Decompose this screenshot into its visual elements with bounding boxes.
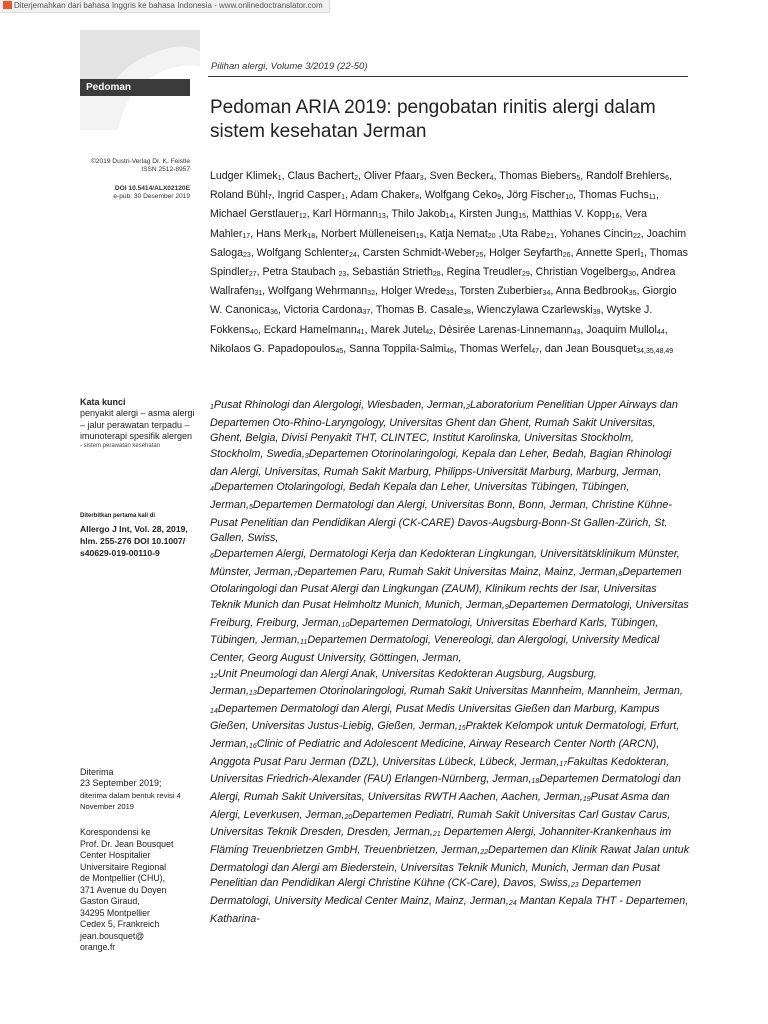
issn-line: ISSN 2512-8957 [141,166,190,174]
translator-logo-icon [3,1,12,9]
correspondence-line: 34295 Montpellier [80,907,150,918]
keywords-extra: - sistem perawatan kesehatan [80,443,161,450]
affiliation-paragraph: $_{14}$Departemen Dermatologi dan Alergi, Pusat Medis Universitas Gießen dan Marburg, Kampus Gießen, Universitas Justus-Liebig, Gießen, $Jerman,_{15}Praktek$ Kelompok untuk Dermatologi, Erfurt, $Jerman,_{16}Clinic$ of Pediatric and Adolescent Medicine, Airway Research Center North (ARCN), Anggota Pusat Paru Jerman (DZL), Universitas Lübeck, Lübeck, $Jerman,_{17}Fakultas$ Kedokteran, Universitas Friedrich-Alexander (FAU) Erlangen-Nürnberg, $Jerman,_{18}Departemen$ Dermatologi dan Alergi, Rumah Sakit Universitas, Universitas RWTH Aachen, Aachen, $Jerman,_{19}Pusat$ Asma dan Alergi, Leverkusen, $Jerman,_{20}Departemen$ Pediatri, Rumah Sakit Universitas Carl Gustav Carus, Universitas Teknik Dresden, Dresden, $Jerman,_{21}$ Departemen Alergi, Johanniter-Krankenhaus im Fläming Treuenbrietzen GmbH, Treuenbrietzen, $Jerman,_{22}Departemen$ dan Klinik Rawat Jalan untuk Dermatologi dan Alergi am Biederstein, Universitas Teknik Munich, Munich, Jerman dan Pusat Penelitian dan Pendidikan Alergi Christine Kühne (CK-Care), Davos, $Swiss,_{23}$ Departemen Dermatologi, University Medical Center Mainz, Mainz, $Jerman,_{24}$ Mantan Kepala THT - Departemen, Katharina- [210,702,690,925]
affiliation-paragraph: $_4$Departemen Otolaringologi, Bedah Kepala dan Leher, Universitas Tübingen, Tübingen, $Jerman,_5Departemen$ Dermatologi dan Alergi, Universitas Bonn, Bonn, Jerman, Christine Kühne-Pusat Penelitian dan Pendidikan Alergi (CK-CARE) Davos-Augsburg-Bonn-St Gallen-Zürich, St. Gallen, Swiss, [210,481,673,545]
affiliations [210,398,690,927]
affiliation-paragraph: $_1$Pusat Rhinologi dan Alergologi, Wiesbaden, $Jerman,_2Laboratorium$ Penelitian Upper Airways dan Departemen Oto-Rhino-Laryngology, Universitas Ghent dan Ghent, Rumah Sakit Universitas, Ghent, Belgia, Divisi Penyakit THT, CLINTEC, Institut Karolinska, Universitas Stockholm, Stockholm, $Swedia,_3Departemen$ Otorinolaringologi, Kepala dan Leher, Bedah, Bagian Rhinologi dan Alergi, Universitas, Rumah Sakit Marburg, Philipps-Universität Marburg, Marburg, Jerman, [210,399,678,478]
keywords-block [80,397,195,450]
header-rule [208,76,688,77]
correspondence-email[interactable]: orange.fr [80,942,116,952]
first-published-reference: Allergo J Int, Vol. 28, 2019, hlm. 255-276 DOI 10.1007/ s40629-019-00110-9 [80,524,188,558]
translator-banner[interactable] [0,0,330,13]
received-date: 23 September 2019; [80,778,162,789]
received-label: Diterima [80,767,114,777]
received-block [80,767,198,812]
first-published-label: Diterbitkan pertama kali di [80,513,156,519]
affiliation-paragraph: $_6$Departemen Alergi, Dermatologi Kerja dan Kedokteran Lingkungan, Universitätsklinikum Münster, Münster, $Jerman,_7Departemen$ Paru, Rumah Sakit Universitas Mainz, Mainz, $Jerman,_8Departemen$ Otolaringologi dan Pusat Alergi dan Lingkungan (ZAUM), Klinikum rechts der Isar, Universitas Teknik Munich dan Pusat Helmholtz Munich, Munich, $Jerman,_9Departemen$ Dermatologi, Universitas Freiburg, Freiburg, $Jerman,_{10}Departemen$ Dermatologi, Universitas Eberhard Karls, Tübingen, Tübingen, $Jerman,_{11}Departemen$ Dermatologi, Venereologi, dan Alergologi, University Medical Center, Georg August University, Göttingen, Jerman, [210,547,689,664]
correspondence-line: Korespondensi ke [80,827,151,837]
first-published-block [80,512,195,559]
translator-note: Diterjemahkan dari bahasa Inggris ke bahasa Indonesia - www.onlinedoctranslator.com [14,1,323,10]
correspondence-email[interactable]: jean.bousquet@ [80,930,145,941]
correspondence-block [80,827,198,954]
correspondence-line: de Montpellier (CHU), [80,873,166,883]
correspondence-line: Gaston Giraud, [80,896,140,906]
publication-meta [80,158,190,202]
affiliation-paragraph: $_{12}$Unit Pneumologi dan Alergi Anak, Universitas Kedokteran Augsburg, Augsburg, $Jerman,_{13}Departemen$ Otorinolaringologi, Rumah Sakit Universitas Mannheim, Mannheim, Jerman, [210,667,683,698]
doi-line: DOI 10.5414/ALX02120E [114,184,190,192]
correspondence-line: Cedex 5, Frankreich [80,919,160,929]
copyright-line: ©2019 Dustri-Verlag Dr. K. Feistle [90,158,190,165]
author-list: Ludger Klimek$_1$, Claus Bachert$_2$, Oliver Pfaar$_3$, Sven Becker$_4$, Thomas Biebers$_5$, Randolf Brehlers$_6$, Roland Bühl$_7$, Ingrid Casper$_1$, Adam Chaker$_8$, Wolfgang Ceko$_9$, Jörg Fischer$_{10}$, Thomas Fuchs$_{11}$, Michael Gerstlauer$_{12}$, Karl Hörmann$_{13}$, Thilo Jakob$_{14}$, Kirsten Jung$_{15}$, Matthias V. Kopp$_{16}$, Vera Mahler$_{17}$, Hans Merk$_{18}$, Norbert Mülleneisen$_{19}$, Katja Nemat$_{20}$ ,Uta Rabe$_{21}$, Yohanes Cincin$_{22}$, Joachim Saloga$_{23}$, Wolfgang Schlenter$_{24}$, Carsten Schmidt-Weber$_{25}$, Holger Seyfarth$_{26}$, Annette Sperl$_1$, Thomas Spindler$_{27}$, Petra Staubach $_{23}$, Sebastián Strieth$_{28}$, Regina Treudler$_{29}$, Christian Vogelberg$_{30}$, Andrea Wallrafen$_{31}$, Wolfgang Wehrmann$_{32}$, Holger Wrede$_{33}$, Torsten Zuberbier$_{34}$, Anna Bedbrook$_{35}$, Giorgio W. Canonica$_{36}$, Victoria Cardona$_{37}$, Thomas B. Casale$_{38}$, Wienczylawa Czarlewski$_{39}$, Wytske J. Fokkens$_{40}$, Eckard Hamelmann$_{41}$, Marek Jutel$_{42}$, Désirée Larenas-Linnemann$_{43}$, Joaquim Mullol$_{44}$, Nikolaos G. Papadopoulos$_{45}$, Sanna Toppila-Salmi$_{46}$, Thomas Werfel$_{47}$, dan Jean Bousquet$_{34,35,48,49}$ [210,170,688,355]
epub-line: e-pub: 30 Desember 2019 [113,193,190,201]
correspondence-line: Center Hospitalier [80,850,151,860]
keywords-title: Kata kunci [80,397,126,407]
correspondence-line: 371 Avenue du Doyen [80,884,167,895]
article-title: Pedoman ARIA 2019: pengobatan rinitis alergi dalam sistem kesehatan Jerman [210,97,656,142]
keywords-text: penyakit alergi – asma alergi – jalur perawatan terpadu – imunoterapi spesifik alergen [80,408,195,441]
correspondence-line: Universitaire Regional [80,861,167,872]
revised-date: diterima dalam bentuk revisi 4 November 2019 [80,790,181,811]
section-badge: Pedoman [80,79,190,96]
correspondence-line: Prof. Dr. Jean Bousquet [80,838,174,849]
journal-citation: Pilihan alergi, Volume 3/2019 (22-50) [211,61,368,72]
